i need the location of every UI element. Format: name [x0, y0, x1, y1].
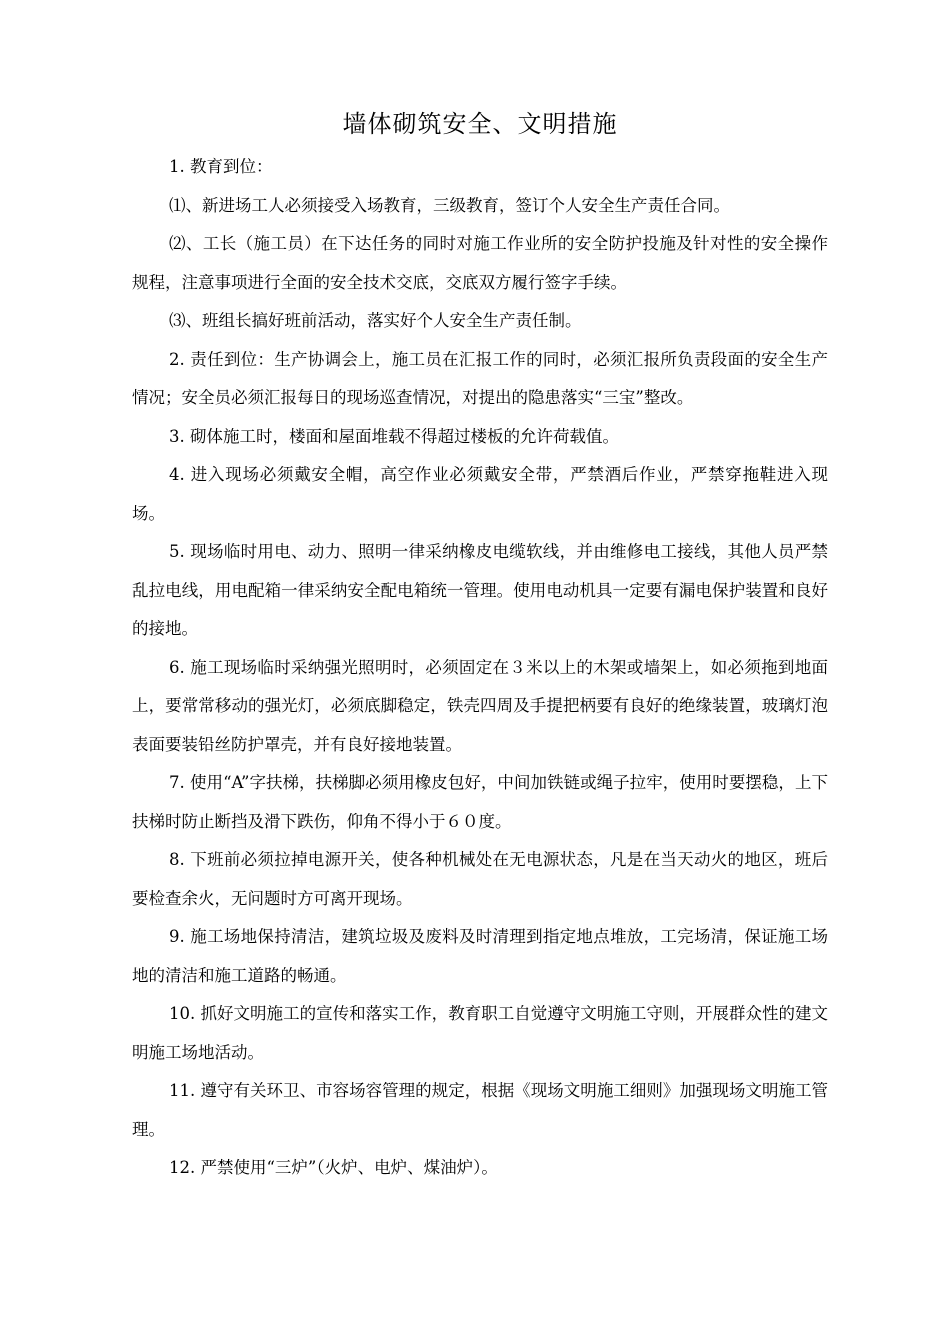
- paragraph-9: 9. 施工场地保持清洁，建筑垃圾及废料及时清理到指定地点堆放，工完场清，保证施工场地的清洁和施工道路的畅通。: [132, 927, 828, 985]
- paragraph-6: 6. 施工现场临时采纳强光照明时，必须固定在３米以上的木架或墙架上，如必须拖到地面上，要常常移动的强光灯，必须底脚稳定，铁壳四周及手提把柄要有良好的绝缘装置，玻璃灯泡表面要装铅丝防护罩壳，并有良好接地装置。: [132, 657, 828, 754]
- paragraph-1-2: ⑵、工长（施工员）在下达任务的同时对施工作业所的安全防护投施及针对性的安全操作规程，注意事项进行全面的安全技术交底，交底双方履行签字手续。: [132, 234, 828, 292]
- paragraph-10: 10. 抓好文明施工的宣传和落实工作，教育职工自觉遵守文明施工守则，开展群众性的建文明施工场地活动。: [132, 1004, 828, 1062]
- paragraph-11: 11. 遵守有关环卫、市容场容管理的规定，根据《现场文明施工细则》加强现场文明施工管理。: [132, 1081, 828, 1139]
- paragraph-3: 3. 砌体施工时，楼面和屋面堆载不得超过楼板的允许荷载值。: [169, 426, 619, 446]
- document-title: 墙体砌筑安全、文明措施: [342, 110, 618, 138]
- paragraph-1: 1. 教育到位：: [169, 157, 273, 176]
- paragraph-5: 5. 现场临时用电、动力、照明一律采纳橡皮电缆软线，并由维修电工接线，其他人员严禁乱拉电线，用电配箱一律采纳安全配电箱统一管理。使用电动机具一定要有漏电保护装置和良好的接地。: [132, 542, 828, 638]
- paragraph-12: 12. 严禁使用“三炉”（火炉、电炉、煤油炉）。: [169, 1158, 498, 1177]
- paragraph-1-3: ⑶、班组长搞好班前活动，落实好个人安全生产责任制。: [169, 311, 582, 330]
- paragraph-4: 4. 进入现场必须戴安全帽，高空作业必须戴安全带，严禁酒后作业，严禁穿拖鞋进入现场。: [132, 465, 828, 523]
- document-page: [132, 104, 828, 1188]
- paragraph-1-1: ⑴、新进场工人必须接受入场教育，三级教育，签订个人安全生产责任合同。: [169, 195, 730, 215]
- paragraph-8: 8. 下班前必须拉掉电源开关，使各种机械处在无电源状态，凡是在当天动火的地区，班后要检查余火，无问题时方可离开现场。: [132, 850, 828, 908]
- paragraph-2: 2. 责任到位：生产协调会上，施工员在汇报工作的同时，必须汇报所负责段面的安全生产情况；安全员必须汇报每日的现场巡查情况，对提出的隐患落实“三宝”整改。: [132, 349, 828, 407]
- paragraph-7: 7. 使用“A”字扶梯，扶梯脚必须用橡皮包好，中间加铁链或绳子拉牢，使用时要摆稳，上下扶梯时防止断挡及滑下跌伤，仰角不得小于６０度。: [132, 773, 828, 831]
